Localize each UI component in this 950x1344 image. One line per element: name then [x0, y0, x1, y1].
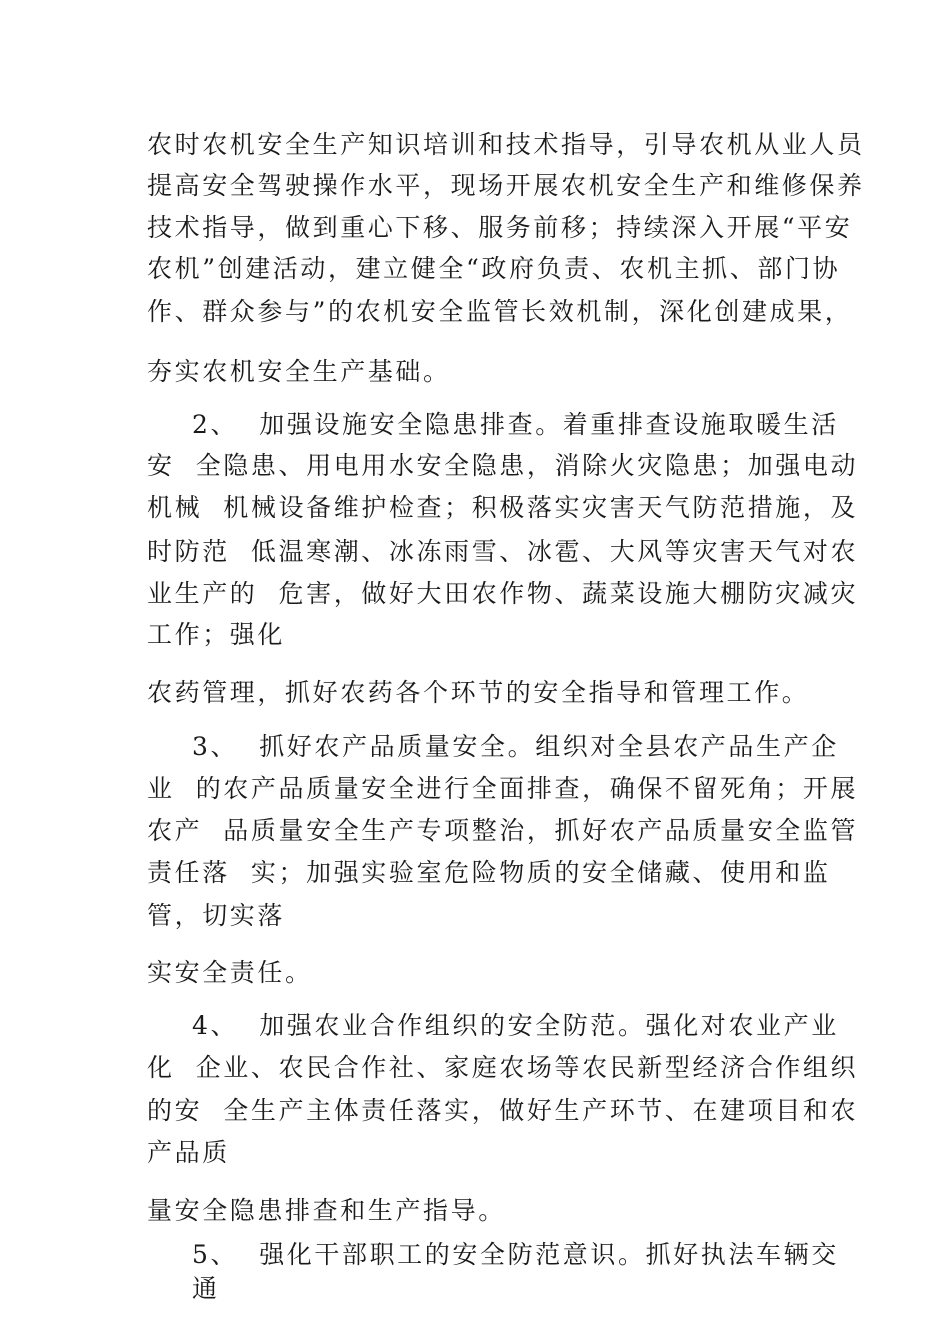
paragraph-2-heading-line: 2、 加强设施安全隐患排查。着重排查设施取暖生活 [192, 410, 839, 439]
text-line: 责任落 实；加强实验室危险物质的安全储藏、使用和监 [147, 858, 831, 887]
text-line: 的安 全生产主体责任落实，做好生产环节、在建项目和农 [147, 1096, 859, 1125]
text-line: 夯实农机安全生产基础。 [147, 357, 451, 386]
text-line: 工作；强化 [147, 620, 286, 649]
text-line: 农药管理，抓好农药各个环节的安全指导和管理工作。 [147, 678, 810, 707]
text-line: 产品质 [147, 1138, 230, 1167]
text-line: 通 [192, 1274, 220, 1303]
text-line: 管，切实落 [147, 901, 286, 930]
text-line: 业生产的 危害，做好大田农作物、蔬菜设施大棚防灾减灾 [147, 579, 859, 608]
text-line: 农机”创建活动，建立健全“政府负责、农机主抓、部门协 [147, 254, 841, 283]
text-line: 机械 机械设备维护检查；积极落实灾害天气防范措施，及 [147, 493, 859, 522]
paragraph-4-heading-line: 4、 加强农业合作组织的安全防范。强化对农业产业 [192, 1011, 839, 1040]
text-line: 提高安全驾驶操作水平，现场开展农机安全生产和维修保养 [147, 171, 865, 200]
paragraph-3-heading-line: 3、 抓好农产品质量安全。组织对全县农产品生产企 [192, 732, 839, 761]
text-line: 作、群众参与”的农机安全监管长效机制，深化创建成果， [147, 297, 853, 326]
text-line: 时防范 低温寒潮、冰冻雨雪、冰雹、大风等灾害天气对农 [147, 537, 859, 566]
text-line: 技术指导，做到重心下移、服务前移；持续深入开展“平安 [147, 213, 853, 242]
text-line: 业 的农产品质量安全进行全面排查，确保不留死角；开展 [147, 774, 859, 803]
text-line: 量安全隐患排查和生产指导。 [147, 1196, 506, 1225]
text-line: 农时农机安全生产知识培训和技术指导，引导农机从业人员 [147, 130, 865, 159]
text-line: 化 企业、农民合作社、家庭农场等农民新型经济合作组织 [147, 1053, 859, 1082]
text-line: 实安全责任。 [147, 958, 313, 987]
text-line: 安 全隐患、用电用水安全隐患，消除火灾隐患；加强电动 [147, 451, 859, 480]
paragraph-5-heading-line: 5、 强化干部职工的安全防范意识。抓好执法车辆交 [192, 1240, 839, 1269]
text-line: 农产 品质量安全生产专项整治，抓好农产品质量安全监管 [147, 816, 859, 845]
